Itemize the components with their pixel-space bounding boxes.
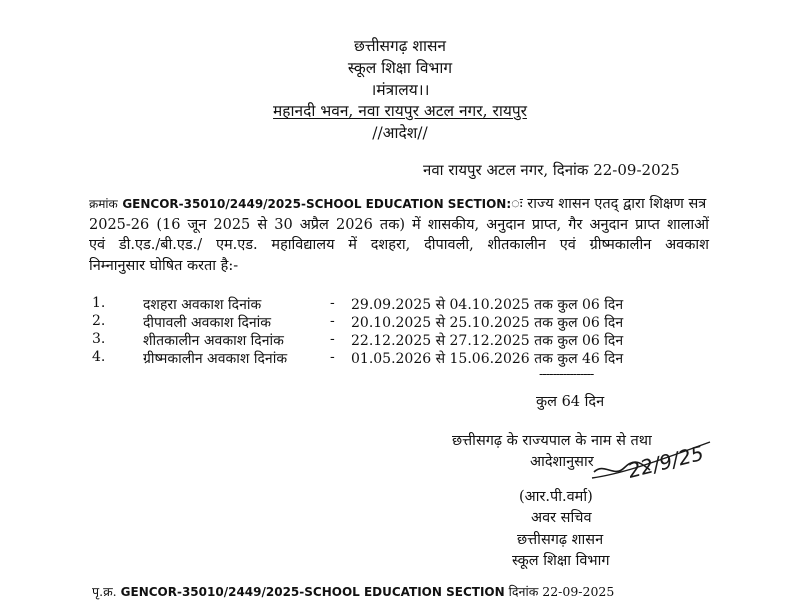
holiday-label: दीपावली अवकाश दिनांक xyxy=(143,315,272,331)
signature-department: स्कूल शिक्षा विभाग xyxy=(512,553,610,569)
signature-order-note: आदेशानुसार xyxy=(530,454,594,470)
total-days: कुल 64 दिन xyxy=(536,394,605,410)
kramank-label: क्रमांक xyxy=(89,197,118,211)
holiday-row xyxy=(0,349,800,367)
holiday-dash: - xyxy=(330,349,335,365)
holiday-dash: - xyxy=(330,313,335,329)
holiday-label: शीतकालीन अवकाश दिनांक xyxy=(143,333,284,349)
holiday-number: 1. xyxy=(92,295,106,311)
holiday-number: 2. xyxy=(92,313,106,329)
footer-reference: GENCOR-35010/2449/2025-SCHOOL EDUCATION SECTION xyxy=(120,585,505,599)
footer-date: दिनांक 22-09-2025 xyxy=(508,584,615,599)
order-line-4: निम्नानुसार घोषित करता है:- xyxy=(89,257,239,274)
header-address xyxy=(0,99,800,121)
place-date: नवा रायपुर अटल नगर, दिनांक 22-09-2025 xyxy=(423,161,680,179)
address-text: महानदी भवन, नवा रायपुर अटल नगर, रायपुर xyxy=(273,102,527,120)
footer-prefix: पृ.क्र. xyxy=(92,584,117,599)
officer-name: (आर.पी.वर्मा) xyxy=(519,489,593,505)
holiday-row xyxy=(0,313,800,331)
holiday-row xyxy=(0,295,800,313)
holiday-label: ग्रीष्मकालीन अवकाश दिनांक xyxy=(143,351,288,367)
order-line-1-text: ः राज्य शासन एतद् द्वारा शिक्षण सत्र xyxy=(511,196,707,212)
footer-reference-line xyxy=(92,583,614,600)
holiday-period: 01.05.2026 से 15.06.2026 तक कुल 46 दिन xyxy=(351,351,624,367)
signature-government: छत्तीसगढ़ शासन xyxy=(517,532,604,548)
order-line-3: एवं डी.एड./बी.एड./ एम.एड. महाविद्यालय में दशहरा, दीपावली, शीतकालीन एवं ग्रीष्मकालीन अवकाश xyxy=(89,237,709,253)
header-department: स्कूल शिक्षा विभाग xyxy=(347,59,453,77)
header-mantralaya: ।मंत्रालय।। xyxy=(370,81,430,99)
total-rule: ---------------- xyxy=(539,367,594,382)
officer-designation: अवर सचिव xyxy=(531,510,592,526)
header-government: छत्तीसगढ़ शासन xyxy=(353,37,447,55)
holiday-dash: - xyxy=(330,331,335,347)
order-reference: GENCOR-35010/2449/2025-SCHOOL EDUCATION SECTION: xyxy=(122,197,512,211)
holiday-period: 29.09.2025 से 04.10.2025 तक कुल 06 दिन xyxy=(351,297,624,313)
holiday-label: दशहरा अवकाश दिनांक xyxy=(143,297,262,313)
holiday-row xyxy=(0,331,800,349)
order-line-1 xyxy=(89,194,709,215)
order-paragraph xyxy=(89,194,709,276)
signature-authority: छत्तीसगढ़ के राज्यपाल के नाम से तथा xyxy=(452,433,652,449)
holiday-dash: - xyxy=(330,295,335,311)
order-title: //आदेश// xyxy=(372,124,428,142)
holiday-number: 3. xyxy=(92,331,106,347)
handwritten-signature xyxy=(590,434,720,494)
signature-date: 22/9/25 xyxy=(625,440,707,483)
order-line-2: 2025-26 (16 जून 2025 से 30 अप्रैल 2026 तक) में शासकीय, अनुदान प्राप्त, गैर अनुदान प्राप्त शालाओं xyxy=(89,216,709,233)
holiday-number: 4. xyxy=(92,349,106,365)
holiday-period: 20.10.2025 से 25.10.2025 तक कुल 06 दिन xyxy=(351,315,624,331)
holiday-period: 22.12.2025 से 27.12.2025 तक कुल 06 दिन xyxy=(351,333,624,349)
